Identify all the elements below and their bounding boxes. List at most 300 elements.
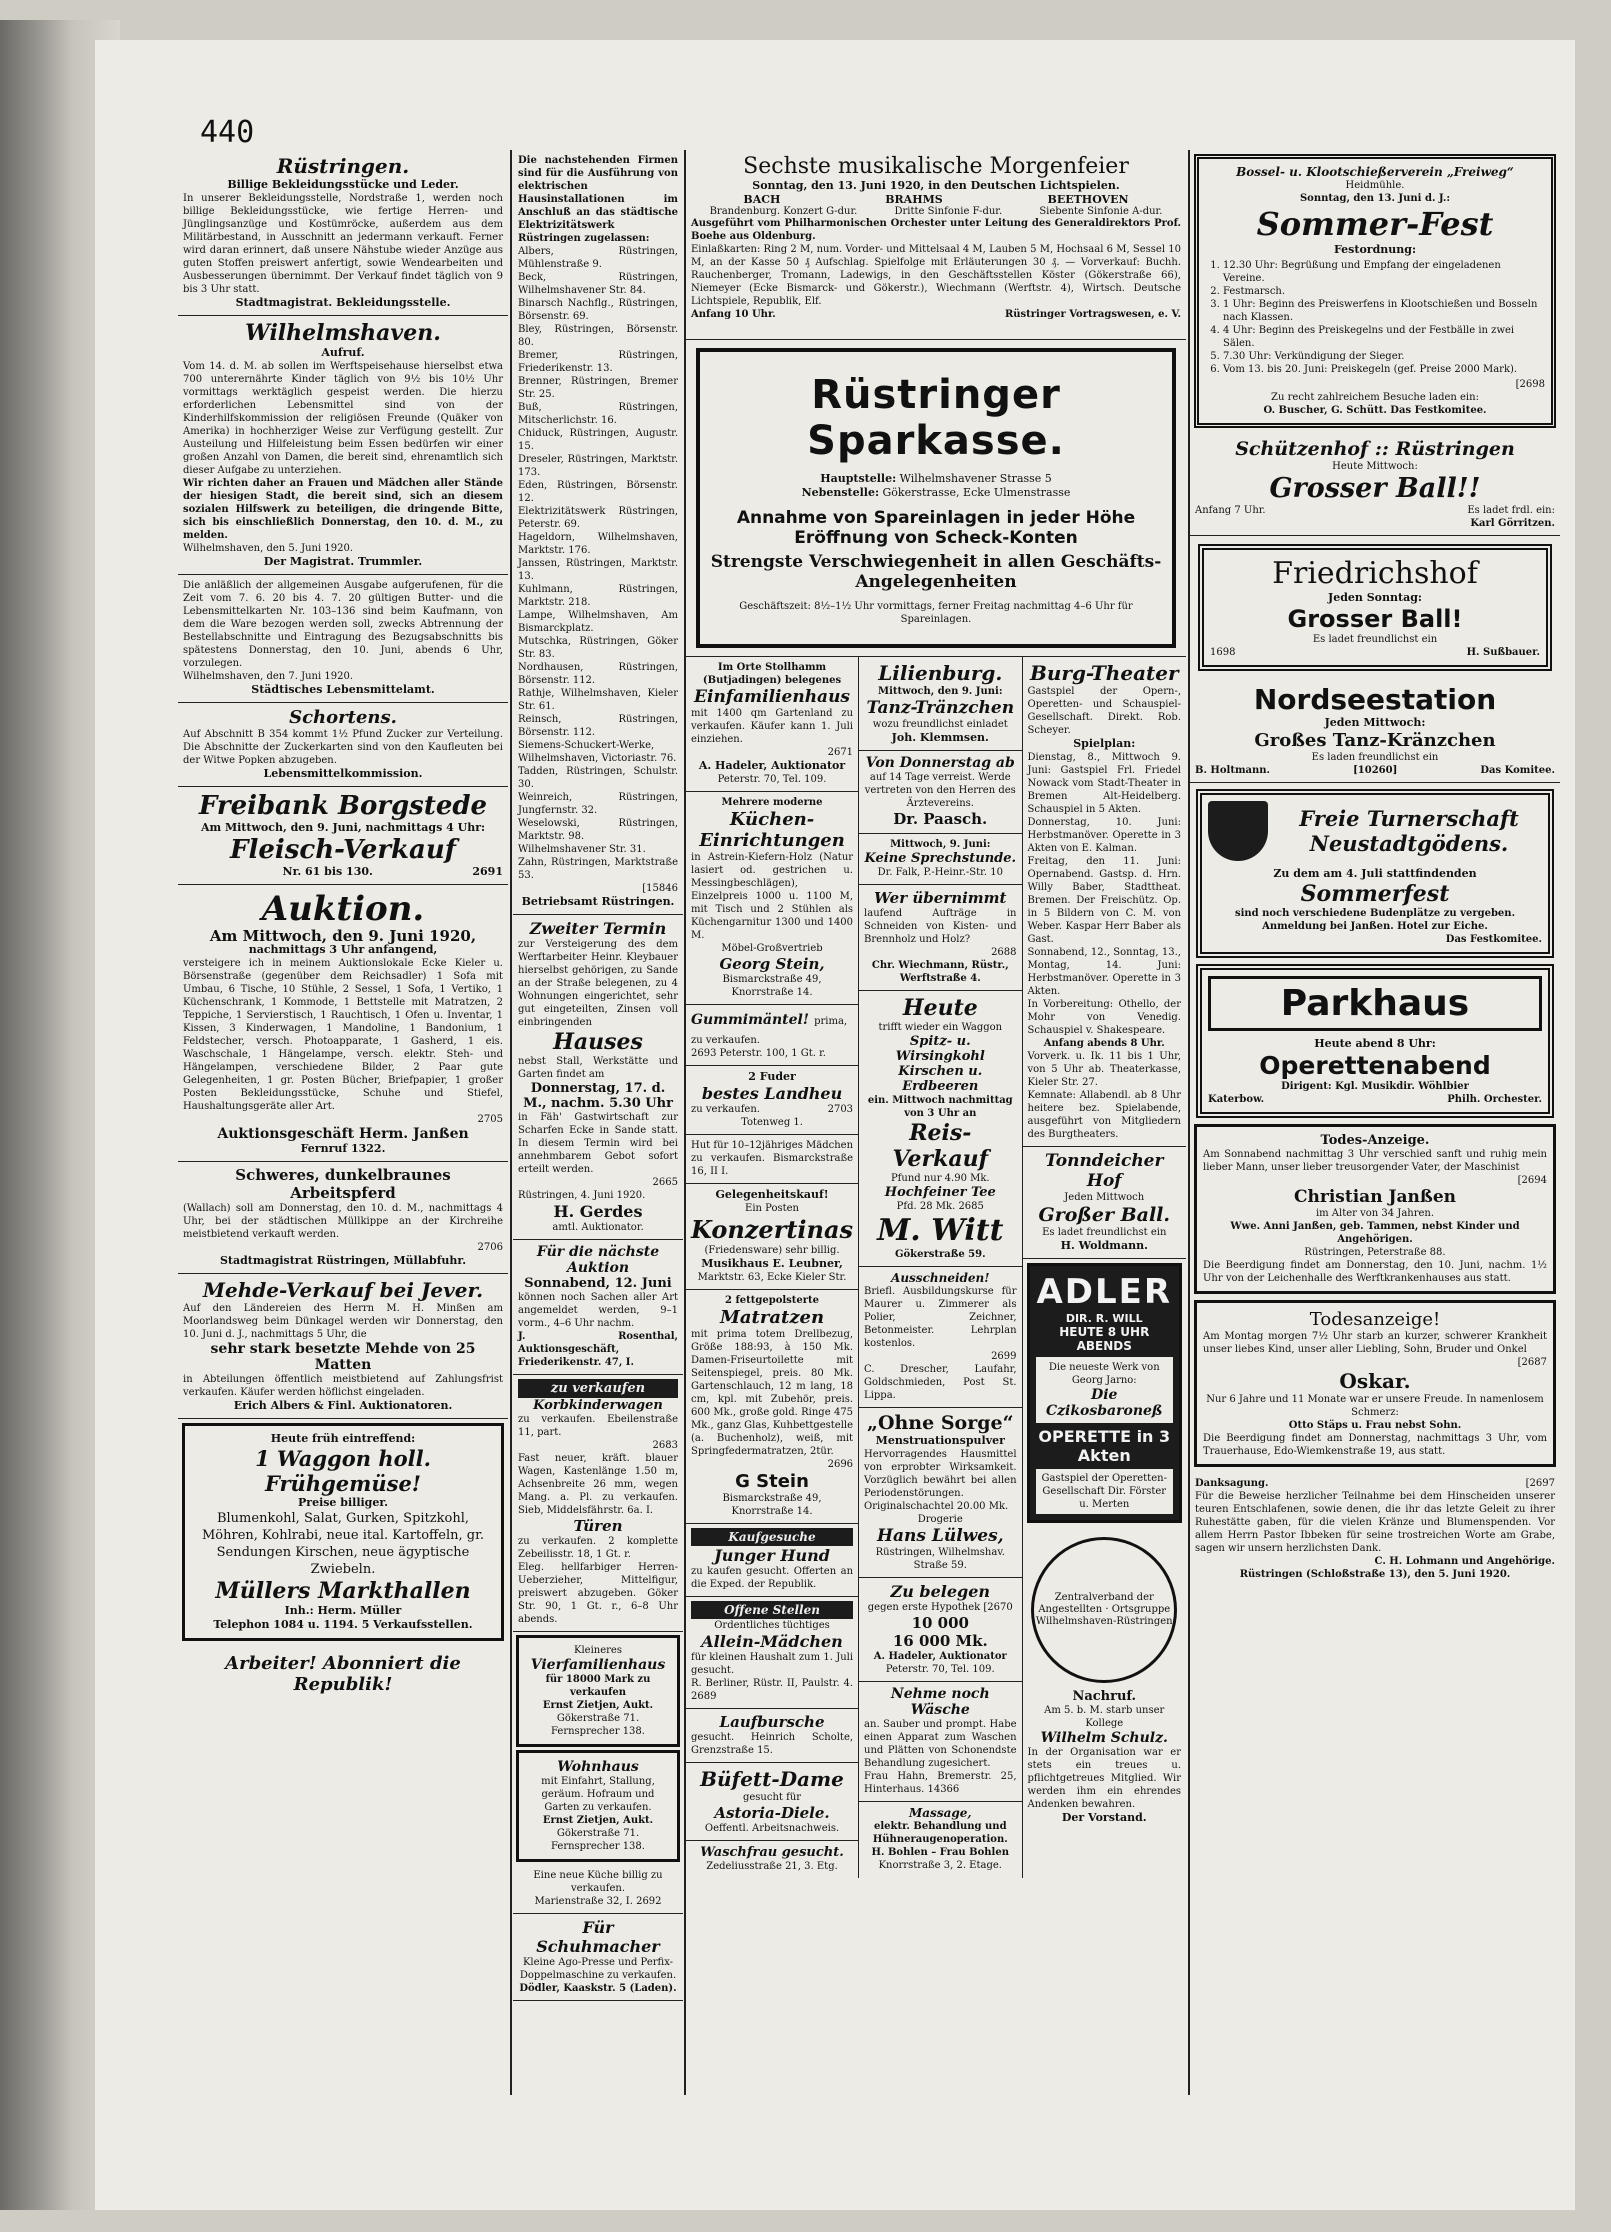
ad-title: Schweres, dunkelbraunes Arbeitspferd	[235, 1166, 451, 1202]
ad-title: Wilhelmshaven.	[245, 320, 441, 346]
ad-body: Auf Abschnitt B 354 kommt 1½ Pfund Zucker zur Verteilung. Die Abschnitte der Zuckerkarten sind von den Kaufleuten bei der Witwe Popken abzugeben.	[183, 729, 503, 766]
ad-signature: Das Komitee.	[1480, 765, 1555, 776]
electrician-entry: Lampe, Wilhelmshaven, Am Bismarckplatz.	[518, 610, 678, 634]
ad-top: 2 Fuder	[748, 1070, 796, 1083]
ad-body: sind noch verschiedene Budenplätze zu vergeben. Anmeldung bei Janßen. Hotel zur Eiche.	[1234, 908, 1516, 932]
ad-subtitle: Am Mittwoch, den 9. Juni, nachmittags 4 Uhr:	[200, 821, 486, 834]
electrician-entry: Bley, Rüstringen, Börsenstr. 80.	[518, 324, 678, 348]
ad-courses	[859, 1267, 1021, 1408]
ad-address: Bismarckstraße 49, Knorrstraße 14.	[722, 974, 822, 998]
ad-code: [2687	[1517, 1357, 1547, 1368]
festival-item: 6. Vom 13. bis 20. Juni: Preiskegeln (gef. Preise 2000 Mark).	[1223, 363, 1545, 376]
ad-next-auction	[513, 1240, 683, 1375]
ad-parkhaus	[1196, 964, 1554, 1118]
ad-body: zu verkaufen. 2 komplette Zebeilisstr. 18, 1 Gt. r.	[518, 1536, 678, 1560]
ad-address: Peterstr. 70, Tel. 109.	[885, 1664, 995, 1675]
ad-body: auf 14 Tage verreist. Werde vertreten von den Herren des Ärztevereins.	[864, 772, 1016, 809]
ad-electricians	[513, 150, 683, 915]
ad-signature: O. Buscher, G. Schütt. Das Festkomitee.	[1263, 405, 1487, 416]
subcolumn-a	[686, 657, 859, 1878]
ad-body: an. Sauber und prompt. Habe einen Apparat zum Waschen und Plätten von Schonendste Behandlung zugesichert.	[864, 1719, 1017, 1769]
festival-program	[1223, 259, 1545, 376]
ad-title: Schortens.	[289, 707, 397, 728]
ad-subtitle: Ein Posten	[745, 1203, 800, 1214]
ad-signature: Erich Albers & Finl. Auktionatoren.	[233, 1399, 453, 1412]
ad-body: (Friedensware) sehr billig.	[704, 1245, 840, 1256]
ad-title: Vierfamilienhaus	[530, 1657, 666, 1673]
ad-date: Mittwoch, den 9. Juni:	[878, 686, 1003, 697]
ad-laundry	[859, 1682, 1021, 1802]
ad-firm-top: Drogerie	[917, 1514, 963, 1525]
ad-signature: Joh. Klemmsen.	[891, 731, 989, 744]
ad-title: Freie Turnerschaft Neustadtgödens.	[1299, 806, 1519, 856]
ad-signature: Das Festkomitee.	[1445, 934, 1542, 945]
ad-headline: Hochfeiner Tee	[884, 1185, 996, 1200]
ad-signature: Otto Stäps u. Frau nebst Sohn.	[1288, 1420, 1462, 1431]
ad-body: mit Einfahrt, Stallung, geräum. Hofraum und Garten zu verkaufen.	[541, 1776, 655, 1813]
festival-item: 2. Festmarsch.	[1223, 285, 1545, 298]
ad-for-sale-section	[513, 1375, 683, 1632]
ad-time: nachmittags 3 Uhr anfangend,	[248, 943, 438, 956]
electrician-entry: Kuhlmann, Rüstringen, Marktstr. 218.	[518, 584, 678, 608]
ad-date: Sonnabend, 12. Juni	[524, 1276, 672, 1291]
ad-title: Ausschneiden!	[891, 1271, 990, 1285]
theater-program	[1028, 751, 1181, 1037]
ad-body: wozu freundlichst einladet	[872, 719, 1008, 730]
ad-firm-top: Möbel-Großvertrieb	[721, 943, 823, 954]
ad-rubber-coats	[686, 1005, 858, 1066]
ad-signature: J. Rosenthal, Auktionsgeschäft, Friederikenstr. 47, I.	[518, 1331, 678, 1368]
ad-morning-concert	[686, 150, 1186, 340]
ad-body: versteigere ich in meinem Auktionslokale Ecke Kieler u. Börsenstraße (gegenüber dem Reichsadler) 1 Sofa mit Umbau, 6 Tische, 10 Stühle, 2 Sessel, 1 Sofa, 1 Vertiko, 1 Küchenschrank, 1 Kommode, 1 Bettstelle mit Matratzen, 2 Teppiche, 1 Servierstisch, 1 Rauchtisch, 1 Ofen u. Inventar, 1 Kissen, 3 Kinderwagen, 1 Mandoline, 1 Bandonium, 1 Feldstecher, versch. Photoapparate, 1 Gasherd, 1 eis. Waschschale, 1 Hängelampe, versch. elektr. Steh- und Hängelampen, verschiedene Bilder, 2 Paar gute Gelegenheiten, 1 gr. Posten Bücher, Briefpapier, 1 großer Posten Bekleidungsstücke, Schuhe und Stiefel, Haushaltungsgeräte aller Art.	[183, 958, 503, 1112]
ad-lilienburg	[859, 657, 1021, 751]
ad-date: Rüstringen, 4. Juni 1920.	[518, 1190, 646, 1201]
ad-signature: Stadtmagistrat. Bekleidungsstelle.	[235, 296, 451, 309]
ad-body: Jeden Mittwoch	[1064, 1192, 1145, 1203]
ad-code: [10260]	[1353, 765, 1398, 776]
ad-director: DIR. R. WILL	[1065, 1312, 1143, 1325]
ad-body: Briefl. Ausbildungskurse für Maurer u. Zimmerer als Polier, Zeichner, Betonmeister. Lehrplan kostenlos.	[864, 1286, 1017, 1349]
ad-freibank	[178, 787, 508, 885]
ad-body: zu verkaufen.	[691, 1104, 760, 1115]
ad-signature: Frau Hahn, Bremerstr. 25, Hinterhaus.	[864, 1771, 1017, 1795]
ad-subtitle: Aufruf.	[321, 346, 365, 359]
ad-code: 2688	[991, 947, 1017, 958]
ad-tonndeicher-hof	[1023, 1147, 1186, 1259]
ad-date: Mittwoch, 9. Juni:	[890, 839, 991, 850]
ad-code: 2705	[477, 1114, 503, 1125]
ad-title: 1 Waggon holl. Frühgemüse!	[255, 1446, 431, 1496]
ad-headline: sehr stark besetzte Mehde von 25 Matten	[210, 1341, 476, 1373]
ad-washerwoman	[686, 1841, 858, 1878]
section-header: Kaufgesuche	[691, 1528, 853, 1546]
ad-title: Wer übernimmt	[874, 889, 1007, 907]
ad-body: (Wallach) soll am Donnerstag, den 10. d. M., nachmittags 4 Uhr, bei der städtischen Müllkippe an der Kirchreihe meistbietend verkauft werden.	[183, 1203, 503, 1240]
ad-code: 2696	[827, 1459, 854, 1470]
ad-body: in Abteilungen öffentlich meistbietend auf Zahlungsfrist verkaufen. Käufer werden höflichst eingeladen.	[183, 1374, 503, 1398]
ad-subscribe: Arbeiter! Abonniert die Republik!	[225, 1653, 461, 1695]
electrician-list	[518, 245, 678, 882]
ad-date: Wilhelmshaven, den 5. Juni 1920.	[183, 543, 353, 554]
ad-name: Oskar.	[1339, 1369, 1411, 1393]
ad-title: Sechste musikalische Morgenfeier	[743, 154, 1129, 179]
ad-show: Die Czikosbaroneß	[1045, 1387, 1163, 1419]
ad-vegetables-box	[182, 1423, 504, 1641]
ad-code: 2691	[472, 865, 503, 878]
ad-address: Peterstr. 100, 1 Gt. r.	[719, 1048, 826, 1059]
ad-body: Die anläßlich der allgemeinen Ausgabe aufgerufenen, für die Zeit vom 7. 6. 20 bis 4. 7. 20 gültigen Butter- und die Lebensmittelkarten Nr. 103–136 sind beim Kaufmann, von dem die Ware bezogen werden soll, zwecks Abtrennung der Bestellabschnitte und Eintragung des Bezugsabschnitts bis spätestens Donnerstag, den 10. Juni, abends 6 Uhr, vorzulegen.	[183, 580, 503, 669]
ad-code: 2703	[827, 1104, 854, 1115]
ad-name: Christian Janßen	[1294, 1187, 1456, 1207]
ad-body: gesucht für	[742, 1792, 802, 1803]
ad-signature: H. Gerdes	[553, 1202, 643, 1221]
program-entry: In Vorbereitung: Othello, der Mohr von Venedig. Schauspiel v. Shakespeare.	[1027, 999, 1181, 1036]
ad-signature: H. Bohlen – Frau Bohlen	[871, 1847, 1009, 1858]
ad-signature: Chr. Wiechmann, Rüstr., Werftstraße 4.	[871, 960, 1009, 984]
electrician-entry: Janssen, Rüstringen, Marktstr. 13.	[518, 558, 678, 582]
ad-code: [15846	[642, 883, 678, 894]
ad-invitation: Es ladet frdl. ein:	[1467, 505, 1555, 516]
ad-signature: Betriebsamt Rüstringen.	[521, 895, 675, 908]
ad-signature: Stadtmagistrat Rüstringen, Müllabfuhr.	[219, 1254, 467, 1267]
ad-signature: Der Vorstand.	[1061, 1811, 1147, 1824]
ad-signature: C. Drescher, Laufahr, Goldschmieden, Post St. Lippa.	[864, 1364, 1017, 1401]
ad-body: Hut für 10–12jähriges Mädchen zu verkaufen. Bismarckstraße 16, II I.	[691, 1140, 854, 1177]
ad-line-2: Eröffnung von Scheck-Konten	[794, 528, 1078, 548]
ad-firm: Hans Lülwes,	[876, 1526, 1004, 1546]
ad-address: Rüstringen (Schloßstraße 13), den 5. Juni 1920.	[1239, 1569, 1511, 1580]
ad-code: [2697	[1525, 1478, 1555, 1489]
ad-body: Vom 14. d. M. ab sollen im Werftspeisehause hierselbst etwa 700 unterernährte Kinder täglich von 9½ bis 10½ Uhr vormittags werktäglich gespeist werden. Die hierzu erforderlichen Lebensmittel sind von der Kinderhilfskommission der religiösen Freunde (Quäker von Amerika) in hochherziger Weise zur Verfügung gestellt. Zur Austeilung und Hilfeleistung beim Essen bedürfen wir einer großen Anzahl von Damen, die bereit sind, ehrenamtlich sich dieser Aufgabe zu unterziehen.	[183, 361, 503, 476]
ad-second-term	[513, 915, 683, 1240]
ad-body: Fast neuer, kräft. blauer Wagen, Kastenlänge 1.50 m, Achsenbreite 26 mm, wegen Mang. a. Pl. zu verkaufen. Sieb, Middelsfährstr. 6a. I.	[518, 1453, 678, 1516]
main-office-label: Hauptstelle:	[820, 472, 897, 485]
ad-genre: OPERETTE in 3 Akten	[1038, 1427, 1171, 1465]
ad-title: Tonndeicher Hof	[1045, 1151, 1164, 1191]
ad-open-positions	[686, 1597, 858, 1709]
ad-signature: Rüstringer Vortragswesen, e. V.	[1004, 309, 1181, 320]
ad-tickets: Einlaßkarten: Ring 2 M, num. Vorder- und Mittelsaal 4 M, Lauben 5 M, Hochsaal 6 M, Sessel 10 M, an der Kasse 50 ₰ Aufschlag. Spielfolge mit Erläuterungen 30 ₰. — Vorverkauf: Buchh. Rauchenberger, Tromann, Ladewigs, in den Geschäftsstellen Köster (Gökerstraße 66), Niemeyer (Ecke Bismarck- und Gökerstr.), Wiechmann (Werftstr. 4), Wirtsch. Deutsche Lichtspiele, Republik, Elf.	[691, 244, 1181, 307]
ad-title: Nehme noch Wäsche	[890, 1686, 990, 1718]
ad-body: Zu dem am 4. Juli stattfindenden	[1273, 867, 1477, 880]
ad-number-range: Nr. 61 bis 130.	[282, 865, 373, 878]
ad-doctor-away	[859, 751, 1021, 834]
ad-amount-1: 10 000	[911, 1614, 969, 1632]
festival-item: 5. 7.30 Uhr: Verkündigung der Sieger.	[1223, 350, 1545, 363]
festival-item: 1. 12.30 Uhr: Begrüßung und Empfang der eingeladenen Vereine.	[1223, 259, 1545, 285]
ad-wilhelmshaven-appeal	[178, 316, 508, 575]
ad-witt-grocer	[859, 991, 1021, 1267]
program-entry: Donnerstag, 10. Juni: Herbstmanöver. Operette in 3 Akten von E. Kalman.	[1027, 817, 1181, 854]
electrician-entry: Siemens-Schuckert-Werke, Wilhelmshaven, Victoriastr. 76.	[518, 740, 677, 764]
ad-body: mit prima totem Drellbezug, Größe 188:93, à 150 Mk. Damen-Friseurtoilette mit Seitenspiegel, preis. 80 Mk. Gartenschlauch, 12 m lang, 18 cm, kpl. mit Zubehör, preis. 600 Mk., große gold. Ringe 475 Mk., ganz Glas, Kuhbettgestelle (a. Buchenholz), weiß, mit Springfedermatratzen, 2tür.	[691, 1329, 854, 1457]
ad-body: zu kaufen gesucht. Offerten an die Exped. der Republik.	[691, 1566, 854, 1590]
ad-body: nebst Stall, Werkstätte und Garten findet am	[518, 1056, 678, 1080]
ad-address: Totenweg 1.	[741, 1117, 803, 1128]
ad-title: Todes-Anzeige.	[1320, 1133, 1430, 1148]
ad-top: Kleineres	[574, 1645, 622, 1656]
ad-subtitle: Menstruationspulver	[875, 1434, 1005, 1447]
ad-top: Ordentliches tüchtiges	[714, 1620, 830, 1631]
ad-title: Waschfrau gesucht.	[700, 1845, 844, 1860]
ad-body: In unserer Bekleidungsstelle, Nordstraße 1, werden noch billige Bekleidungsstücke, wie fertige Herren- und Jünglingsanzüge und Kostümröcke, außerdem aus dem Militärbestand, in Ausschnitt an jedermann verkauft. Ferner wird daran erinnert, daß unsere Nähstube wieder Anzüge aus guten Stoffen preiswert anfertigt, sowie Wendearbeiten und Ausbesserungen übernimmt. Der Verkauf findet täglich von 9 bis 3 Uhr statt.	[183, 193, 503, 295]
column-1	[178, 150, 508, 2095]
ad-funeral: Die Beerdigung findet am Donnerstag, den 10. Juni, nachm. 1½ Uhr von der Leichenhalle des Werftkrankenhauses aus statt.	[1203, 1260, 1547, 1284]
subcolumn-b	[859, 657, 1022, 1878]
ad-body: gesucht. Heinrich Scholte, Grenzstraße 15.	[691, 1732, 854, 1756]
electrician-entry: Binarsch Nachflg., Rüstringen, Börsenstr. 69.	[518, 298, 678, 322]
ad-time: Anfang 7 Uhr.	[1195, 505, 1266, 516]
ad-schortens	[178, 703, 508, 787]
electrician-entry: Rathje, Wilhelmshaven, Kieler Str. 61.	[518, 688, 678, 712]
ad-title: Heute	[902, 995, 978, 1021]
ad-code: 2671	[827, 747, 854, 758]
ad-signature: C. H. Lohmann und Angehörige.	[1374, 1556, 1555, 1567]
ad-signature: A. Hadeler, Auktionator	[873, 1651, 1007, 1662]
electrician-entry: Dreseler, Rüstringen, Marktstr. 173.	[518, 454, 678, 478]
ad-signature: Auktionsgeschäft Herm. Janßen	[217, 1126, 469, 1142]
ad-invitation: Zu recht zahlreichem Besuche laden ein:	[1271, 392, 1479, 403]
section-header: zu verkaufen	[518, 1379, 678, 1398]
turner-emblem-icon	[1208, 801, 1268, 861]
ad-title: Zweiter Termin	[529, 919, 667, 938]
ad-signature: Ernst Zietjen, Aukt.	[542, 1700, 654, 1711]
ad-firm: Musikhaus E. Leubner,	[701, 1257, 843, 1270]
ad-firm: Georg Stein,	[719, 955, 825, 973]
ad-date: Am Mittwoch, den 9. Juni 1920,	[209, 927, 477, 945]
col3-subcolumns	[686, 656, 1186, 1878]
ad-four-family-house	[516, 1635, 680, 1747]
column-rule	[510, 150, 512, 2095]
composer-1: BACH	[743, 193, 781, 206]
ad-title: ADLER	[1036, 1272, 1173, 1312]
work-1: Brandenburg. Konzert G-dur.	[709, 206, 858, 217]
column-3	[686, 150, 1186, 2095]
ad-date: Sonntag, den 13. Juni 1920, in den Deutschen Lichtspielen.	[752, 179, 1120, 192]
ad-friedrichshof	[1198, 544, 1552, 671]
ad-address: Marienstraße 32, I.	[534, 1896, 633, 1907]
ad-signature: R. Berliner, Rüstr. II, Paulstr. 4.	[691, 1678, 854, 1689]
ad-residence	[516, 1750, 680, 1862]
ad-top: Heute früh eintreffend:	[270, 1432, 416, 1445]
electrician-entry: Hageldorn, Wilhelmshaven, Marktstr. 176.	[518, 532, 678, 556]
ad-title: Keine Sprechstunde.	[864, 851, 1017, 866]
ad-title: Mehde-Verkauf bei Jever.	[202, 1278, 484, 1302]
ad-address: Peterstr. 70, Tel. 109.	[717, 774, 827, 785]
ad-title: bestes Landheu	[701, 1084, 843, 1103]
ad-code: 2706	[477, 1242, 503, 1253]
ad-signature: Der Magistrat. Trummler.	[263, 555, 423, 568]
ad-title: Matratzen	[719, 1307, 825, 1328]
ad-time: Anfang abends 8 Uhr.	[1043, 1038, 1165, 1049]
ad-subtitle: Heute Mittwoch:	[1332, 461, 1418, 472]
ad-code: 2685	[958, 1201, 984, 1212]
ad-title: Massage,	[909, 1806, 972, 1820]
ad-title: Nachruf.	[1072, 1689, 1137, 1704]
ad-signature: Lebensmittelkommission.	[263, 767, 423, 780]
ad-title: Einfamilienhaus	[694, 687, 850, 707]
ad-headline: Sommer-Fest	[1256, 205, 1494, 243]
ad-amount-2: 16 000 Mk.	[892, 1632, 988, 1650]
electrician-entry: Eden, Rüstringen, Börsenstr. 12.	[518, 480, 678, 504]
ad-body: Die neueste Werk von Georg Jarno:	[1048, 1362, 1160, 1386]
branch-office-label: Nebenstelle:	[801, 486, 880, 499]
ad-address: Zedeliusstraße 21, 3. Etg.	[706, 1861, 838, 1872]
ad-title: Türen	[573, 1517, 623, 1535]
ad-body: zur Versteigerung des dem Werftarbeiter Heinr. Kleybauer hierselbst gehörigen, zu Sande an der Straße belegenen, zu 4 Wohnungen eingerichtet, sehr gut eingeteilten, Zinsen voll einbringenden	[518, 939, 678, 1028]
ad-title: Für Schuhmacher	[536, 1918, 660, 1956]
ad-top: Mehrere moderne	[721, 797, 823, 808]
ad-age: im Alter von 34 Jahren.	[1315, 1208, 1435, 1219]
union-emblem	[1031, 1537, 1177, 1683]
program-entry: Freitag, den 11. Juni: Opernabend. Gastsp. d. Hrn. Willy Baber, Stadttheat. Bremen. Der Freischütz. Op. in 5 Bildern von C. M. von Weber. Kaspar Herr Baber als Gast.	[1027, 856, 1181, 945]
ad-body: für kleinen Haushalt zum 1. Juli gesucht.	[691, 1652, 854, 1676]
main-office: Wilhelmshavener Strasse 5	[899, 472, 1052, 485]
ad-date: Donnerstag, 17. d. M., nachm. 5.30 Uhr	[523, 1081, 673, 1111]
ad-wood-cutting	[859, 885, 1021, 991]
ad-body: mit 1400 qm Gartenland zu verkaufen. Käufer kann 1. Juli einziehen.	[691, 708, 854, 745]
ad-owner: Inh.: Herm. Müller	[284, 1604, 402, 1617]
ad-body: In der Organisation war er stets ein treues u. pflichtgetreues Mitglied. Wir werden ihm ein ehrendes Andenken bewahren.	[1027, 1747, 1181, 1810]
ad-phone: Fernruf 1322.	[300, 1142, 386, 1155]
ad-signature: H. Woldmann.	[1060, 1239, 1148, 1252]
ad-title: Allein-Mädchen	[701, 1632, 843, 1651]
ad-body: Blumenkohl, Salat, Gurken, Spitzkohl, Möhren, Kohlrabi, neue ital. Kartoffeln, gr. Sendungen Kirschen, neue ägyptische Zwiebeln.	[202, 1511, 484, 1577]
ad-headline: Sommerfest	[1300, 881, 1450, 907]
ad-title: Zu belegen	[890, 1582, 991, 1601]
ad-invitation: Es ladet freundlichst ein	[1312, 634, 1438, 645]
ad-kitchen-furniture	[686, 792, 858, 1005]
ad-signature: Wwe. Anni Janßen, geb. Tammen, nebst Kinder und Angehörigen.	[1230, 1221, 1520, 1245]
ad-single-family-house	[686, 657, 858, 792]
column-2	[513, 150, 683, 2095]
page-number: 440	[200, 115, 255, 150]
ad-subtitle: Festordnung:	[1333, 243, 1417, 256]
ad-subtitle: Heute abend 8 Uhr:	[1314, 1037, 1436, 1050]
ad-address: Gökerstraße 59.	[894, 1249, 986, 1260]
ad-body: Am 5. b. M. starb unser Kollege	[1044, 1705, 1165, 1729]
ad-body: ein. Mittwoch nachmittag von 3 Uhr an	[867, 1095, 1013, 1119]
ad-headline: Tanz-Tränzchen	[866, 698, 1015, 718]
electrician-entry: Wilhelmshavener Str. 31.	[518, 844, 646, 855]
ad-address: Dödler, Kaaskstr. 5 (Laden).	[519, 1983, 677, 1994]
electrician-entry: Beck, Rüstringen, Wilhelmshavener Str. 84.	[518, 272, 678, 296]
ad-line-3: Strengste Verschwiegenheit in allen Geschäfts-Angelegenheiten	[710, 552, 1162, 592]
ad-body: Eine neue Küche billig zu verkaufen.	[533, 1870, 663, 1894]
ad-title: Korbkinderwagen	[533, 1398, 663, 1413]
composer-2: BRAHMS	[885, 193, 943, 206]
ad-title: Schützenhof :: Rüstringen	[1235, 438, 1515, 460]
ad-wanted-section	[686, 1524, 858, 1597]
ad-address: Knorrstraße 3, 2. Etage.	[878, 1860, 1002, 1871]
ad-title: Rüstringer Sparkasse.	[807, 372, 1065, 464]
ad-address: Bismarckstraße 49, Knorrstraße 14.	[722, 1493, 822, 1517]
ad-place: Heidmühle.	[1345, 180, 1405, 191]
ad-body: in Fäh' Gastwirtschaft zur Scharfen Ecke in Sande statt. In diesem Termin wird bei annehmbarem Gebot sofort erteilt werden.	[518, 1112, 678, 1175]
ad-firm: M. Witt	[877, 1213, 1004, 1248]
ad-line-1: Annahme von Spareinlagen in jeder Höhe	[736, 508, 1136, 528]
ad-title: Junger Hund	[714, 1546, 830, 1565]
ad-shoemaker	[513, 1914, 683, 2001]
ad-code: 2692	[636, 1896, 662, 1907]
ad-body: Gastspiel der Opern-, Operetten- und Schauspiel-Gesellschaft. Direkt. Rob. Scheyer.	[1027, 686, 1181, 736]
column-4	[1190, 150, 1560, 2095]
ad-code: [2698	[1515, 379, 1545, 390]
ad-title: Für die nächste Auktion	[536, 1244, 660, 1276]
ad-title: Bossel- u. Klootschießerverein „Freiweg“	[1236, 165, 1514, 179]
ad-headline: Reis-Verkauf	[892, 1120, 989, 1172]
subcolumn-c	[1023, 657, 1186, 1878]
ad-address: Rüstringen, Peterstraße 88.	[1304, 1247, 1446, 1258]
ad-buffet-lady	[686, 1763, 858, 1841]
ad-body: Für die Beweise herzlicher Teilnahme bei dem Hinscheiden unserer teuren Entschlafenen, sowie denen, die ihr das letzte Geleit zu ihrer Ruhestätte gaben, für die vielen Kränze und Blumenspenden. Vor allem Herrn Pastor Ibbeken für seine trostreichen Worte am Grabe, sagen wir unsern herzlichsten Dank.	[1195, 1491, 1555, 1554]
ad-address: Gökerstraße 71. Fernsprecher 138.	[551, 1713, 645, 1737]
ad-death-notice-2	[1194, 1300, 1556, 1467]
ad-when: HEUTE 8 UHR ABENDS	[1059, 1325, 1150, 1353]
ad-burg-theater	[1023, 657, 1186, 1147]
ad-subtitle: Preise billiger.	[298, 1496, 388, 1509]
composer-3: BEETHOVEN	[1047, 193, 1129, 206]
electrician-entry: Tadden, Rüstringen, Schulstr. 30.	[518, 766, 678, 790]
ad-nordseestation	[1190, 679, 1560, 783]
electrician-entry: Buß, Rüstringen, Mitscherlichstr. 16.	[518, 402, 678, 426]
ad-headline: Großes Tanz-Kränzchen	[1254, 730, 1496, 751]
ad-death-notice-1	[1194, 1124, 1556, 1294]
ad-address: Rüstringen, Wilhelmshav. Straße 59.	[875, 1547, 1005, 1571]
ad-signature: Städtisches Lebensmittelamt.	[251, 683, 435, 696]
ad-body: laufend Aufträge in Schneiden von Kisten- und Brennholz und Holz?	[864, 908, 1017, 945]
ad-subtitle: Jeden Sonntag:	[1328, 591, 1422, 604]
ad-mattresses	[686, 1290, 858, 1524]
ad-top: Im Orte Stollhamm (Butjadingen) belegenes	[702, 662, 842, 686]
electrician-entry: Mutschka, Rüstringen, Göker Str. 83.	[518, 636, 678, 660]
ad-signature: Dr. Paasch.	[893, 810, 988, 828]
electrician-entry: Nordhausen, Rüstringen, Börsenstr. 112.	[518, 662, 678, 686]
ad-title: Friedrichshof	[1272, 556, 1478, 591]
ad-signature: H. Sußbauer.	[1466, 647, 1540, 658]
ad-address: Gökerstraße 71. Fernsprecher 138.	[551, 1828, 645, 1852]
ad-kitchen	[513, 1865, 683, 1914]
ad-firm: G Stein	[735, 1471, 809, 1492]
ad-phone: Telephon 1084 u. 1194. 5 Verkaufsstellen.	[213, 1618, 473, 1631]
ad-body: elektr. Behandlung und Hühneraugenoperation.	[872, 1821, 1008, 1845]
ad-body-bold: Wir richten daher an Frauen und Mädchen aller Stände der hiesigen Stadt, die bereit sind, sich an diesem sozialen Hilfswerk zu beteiligen, die dringende Bitte, sich bis einschließlich Donnerstag, den 10. d. M., zu melden.	[183, 478, 503, 541]
ad-title: Büfett-Dame	[700, 1767, 844, 1791]
ad-headline: Operettenabend	[1259, 1051, 1491, 1080]
work-2: Dritte Sinfonie F-dur.	[894, 206, 1003, 217]
ad-headline: Grosser Ball!	[1287, 605, 1463, 633]
ad-signature: B. Holtmann.	[1195, 765, 1271, 776]
ad-headline: Grosser Ball!!	[1269, 473, 1481, 504]
ad-performers: Ausgeführt vom Philharmonischen Orchester unter Leitung des Generaldirektors Prof. Boehe aus Oldenburg.	[691, 218, 1181, 242]
ad-title: Rüstringen.	[276, 154, 410, 178]
ad-adler	[1027, 1263, 1182, 1523]
ad-work-horse	[178, 1162, 508, 1274]
emblem-text: Zentralverband der Angestellten · Ortsgruppe Wilhelmshaven-Rüstringen	[1035, 1592, 1173, 1627]
ad-signature: A. Hadeler, Auktionator	[698, 759, 846, 772]
ad-headline: Spitz- u. Wirsingkohl Kirschen u. Erdbeeren	[895, 1034, 985, 1094]
section-header: Offene Stellen	[691, 1601, 853, 1619]
electrician-entry: Brenner, Rüstringen, Bremer Str. 25.	[518, 376, 678, 400]
ad-hours: Geschäftszeit: 8½–1½ Uhr vormittags, ferner Freitag nachmittag 4–6 Uhr für Spareinlagen.	[739, 601, 1133, 625]
ad-date: Wilhelmshaven, den 7. Juni 1920.	[183, 671, 353, 682]
electrician-entry: Albers, Rüstringen, Mühlenstraße 9.	[518, 246, 678, 270]
work-3: Siebente Sinfonie A-dur.	[1039, 206, 1163, 217]
ad-body: Am Montag morgen 7½ Uhr starb an kurzer, schwerer Krankheit unser liebes Kind, unser aller Liebling, Sohn, Bruder und Onkel	[1203, 1331, 1547, 1355]
ad-title: Parkhaus	[1208, 976, 1542, 1031]
ad-schuetzenhof	[1190, 434, 1560, 536]
ad-code: 2699	[991, 1351, 1017, 1362]
